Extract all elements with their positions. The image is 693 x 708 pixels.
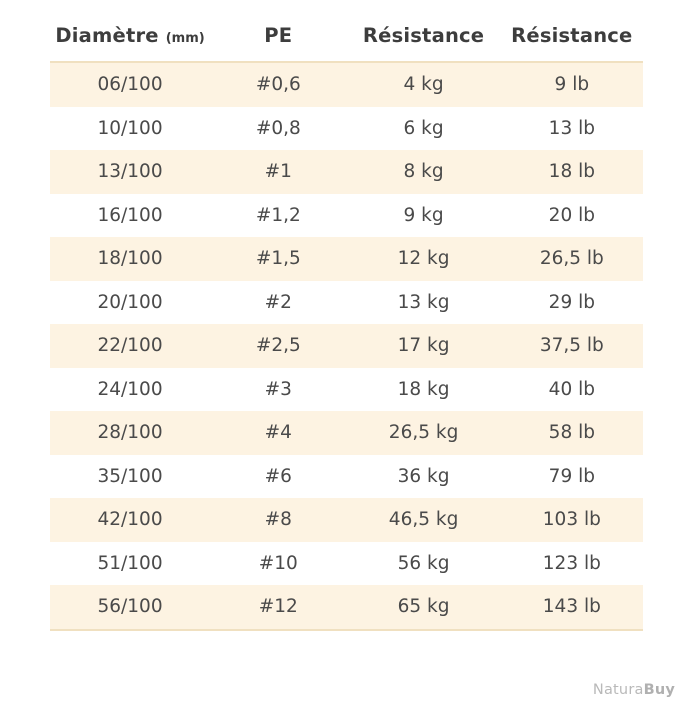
cell-resistance-kg: 26,5 kg: [346, 411, 500, 455]
cell-resistance-lb: 58 lb: [501, 411, 643, 455]
cell-resistance-lb: 123 lb: [501, 542, 643, 586]
cell-resistance-kg: 65 kg: [346, 585, 500, 630]
table-row: [50, 324, 643, 368]
cell-resistance-kg: 56 kg: [346, 542, 500, 586]
cell-pe: #2,5: [210, 324, 346, 368]
watermark-prefix: Natura: [592, 682, 644, 698]
table-header: [50, 18, 643, 62]
cell-diametre: 22/100: [50, 324, 210, 368]
column-header-pe: [210, 18, 346, 62]
cell-diametre: 28/100: [50, 411, 210, 455]
table-row: [50, 237, 643, 281]
cell-pe: #6: [210, 455, 346, 499]
cell-resistance-lb: 37,5 lb: [501, 324, 643, 368]
table-row: [50, 498, 643, 542]
table-header-row: [50, 18, 643, 62]
cell-resistance-kg: 6 kg: [346, 107, 500, 151]
cell-pe: #2: [210, 281, 346, 325]
cell-diametre: 20/100: [50, 281, 210, 325]
cell-resistance-kg: 12 kg: [346, 237, 500, 281]
cell-pe: #3: [210, 368, 346, 412]
cell-diametre: 13/100: [50, 150, 210, 194]
line-spec-table: [50, 18, 643, 631]
watermark-suffix: Buy: [643, 682, 675, 698]
column-header-diametre-label: Diamètre: [55, 24, 159, 47]
cell-resistance-kg: 8 kg: [346, 150, 500, 194]
cell-pe: #12: [210, 585, 346, 630]
table-row: [50, 107, 643, 151]
cell-pe: #1: [210, 150, 346, 194]
spec-sheet: [0, 18, 693, 708]
cell-diametre: 42/100: [50, 498, 210, 542]
table-row: [50, 150, 643, 194]
table-row: [50, 411, 643, 455]
cell-resistance-kg: 13 kg: [346, 281, 500, 325]
table-row: [50, 455, 643, 499]
cell-resistance-lb: 79 lb: [501, 455, 643, 499]
cell-resistance-lb: 103 lb: [501, 498, 643, 542]
cell-resistance-lb: 143 lb: [501, 585, 643, 630]
cell-diametre: 18/100: [50, 237, 210, 281]
cell-resistance-lb: 40 lb: [501, 368, 643, 412]
cell-pe: #10: [210, 542, 346, 586]
column-header-pe-label: PE: [264, 24, 293, 47]
table-row: [50, 542, 643, 586]
column-header-resistance-lb: [501, 18, 643, 62]
column-header-resistance-kg: [346, 18, 500, 62]
cell-pe: #0,6: [210, 62, 346, 107]
cell-pe: #1,2: [210, 194, 346, 238]
watermark: [593, 682, 675, 698]
cell-resistance-lb: 13 lb: [501, 107, 643, 151]
column-header-resistance-kg-label: Résistance: [362, 24, 485, 47]
cell-resistance-kg: 46,5 kg: [346, 498, 500, 542]
cell-resistance-lb: 26,5 lb: [501, 237, 643, 281]
table-body: [50, 62, 643, 630]
cell-resistance-lb: 29 lb: [501, 281, 643, 325]
cell-resistance-lb: 18 lb: [501, 150, 643, 194]
cell-resistance-kg: 9 kg: [346, 194, 500, 238]
cell-pe: #8: [210, 498, 346, 542]
column-header-diametre: [50, 18, 210, 62]
cell-diametre: 35/100: [50, 455, 210, 499]
cell-resistance-kg: 4 kg: [346, 62, 500, 107]
cell-diametre: 16/100: [50, 194, 210, 238]
cell-pe: #4: [210, 411, 346, 455]
table-row: [50, 368, 643, 412]
cell-resistance-kg: 17 kg: [346, 324, 500, 368]
table-row: [50, 62, 643, 107]
column-header-resistance-lb-label: Résistance: [511, 24, 633, 47]
cell-pe: #0,8: [210, 107, 346, 151]
cell-diametre: 10/100: [50, 107, 210, 151]
cell-resistance-lb: 9 lb: [501, 62, 643, 107]
cell-pe: #1,5: [210, 237, 346, 281]
cell-diametre: 24/100: [50, 368, 210, 412]
column-header-diametre-unit: (mm): [165, 31, 205, 46]
cell-resistance-lb: 20 lb: [501, 194, 643, 238]
cell-resistance-kg: 18 kg: [346, 368, 500, 412]
cell-diametre: 06/100: [50, 62, 210, 107]
table-row: [50, 194, 643, 238]
cell-diametre: 56/100: [50, 585, 210, 630]
table-row: [50, 585, 643, 630]
cell-resistance-kg: 36 kg: [346, 455, 500, 499]
cell-diametre: 51/100: [50, 542, 210, 586]
table-row: [50, 281, 643, 325]
